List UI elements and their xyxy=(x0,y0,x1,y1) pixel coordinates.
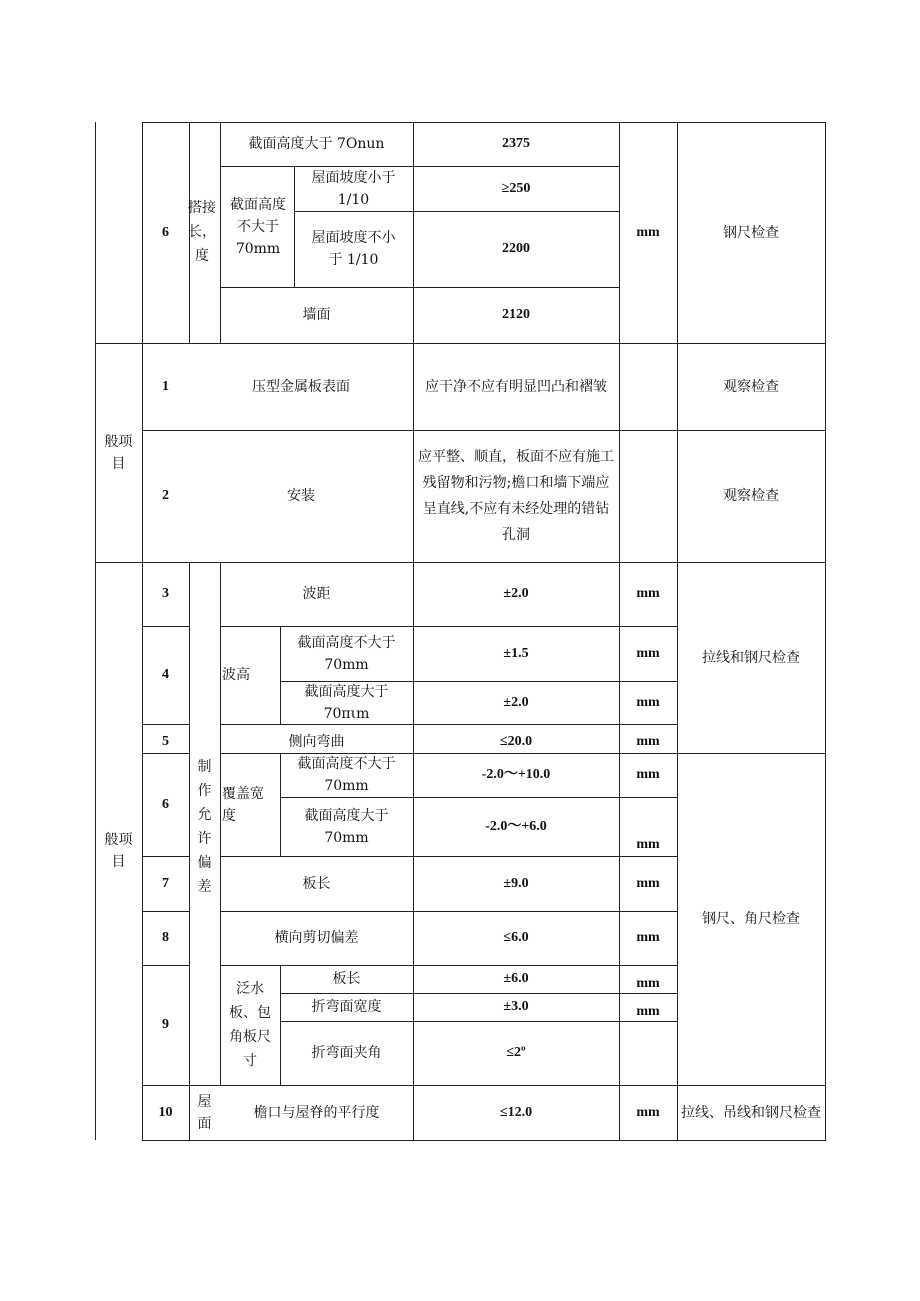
item-no: 8 xyxy=(162,930,169,945)
allowed-value: -2.0〜+10.0 xyxy=(481,767,551,782)
item-name: 波高 xyxy=(222,667,250,683)
item-no: 4 xyxy=(162,667,169,682)
unit: mm xyxy=(636,645,660,661)
allowed-value: ±9.0 xyxy=(503,875,529,891)
item-no: 2 xyxy=(162,488,169,503)
allowed-value: -2.0〜+6.0 xyxy=(485,818,547,834)
sub-item: 墙面 xyxy=(302,307,331,323)
allowed-value: ≤20.0 xyxy=(499,734,533,749)
allowed-value: 2120 xyxy=(502,307,530,322)
item-no: 1 xyxy=(162,378,169,394)
unit: mm xyxy=(636,734,660,749)
item-no: 6 xyxy=(162,796,169,812)
check-method: 钢尺检查 xyxy=(723,224,779,241)
item-name: 板长 xyxy=(302,875,331,892)
check-method: 钢尺、角尺检查 xyxy=(702,911,800,927)
category-label: 制作允许偏差 xyxy=(197,759,212,895)
unit: mm xyxy=(636,837,660,852)
requirement: 应平整、顺直，板面不应有施工残留物和污物;檐口和墙下端应呈直线,不应有未经处理的错钻孔洞 xyxy=(418,449,614,543)
allowed-value: ±2.0 xyxy=(503,694,529,710)
rule xyxy=(142,1140,826,1141)
allowed-value: 2375 xyxy=(502,136,530,151)
check-method: 观察检查 xyxy=(723,488,779,504)
unit: mm xyxy=(636,694,660,710)
check-method: 观察检查 xyxy=(723,378,779,395)
unit: mm xyxy=(636,224,660,240)
item-no: 3 xyxy=(162,586,169,601)
sub-item: 折弯面夹角 xyxy=(311,1045,382,1061)
allowed-value: ±1.5 xyxy=(503,645,529,661)
item-name: 泛水板、包角板尺寸 xyxy=(229,981,271,1069)
sub-item: 截面高度不大于70mm xyxy=(297,634,396,673)
item-name: 檐口与屋脊的平行度 xyxy=(253,1104,380,1121)
item-no: 5 xyxy=(162,734,169,749)
unit: mm xyxy=(636,875,660,891)
item-no: 7 xyxy=(162,875,169,891)
sub-item: 截面高度大于 7Onun xyxy=(248,136,385,152)
sub-item: 截面高度大于70mm xyxy=(304,807,389,846)
rule xyxy=(825,122,826,1140)
item-name: 波距 xyxy=(302,586,331,602)
allowed-value: ≤2º xyxy=(506,1045,526,1060)
group-label: 般项目 xyxy=(104,832,133,870)
requirement: 应干净不应有明显凹凸和褶皱 xyxy=(425,378,607,395)
unit: mm xyxy=(636,976,660,991)
category-label: 屋面 xyxy=(197,1093,212,1132)
sub-item: 屋面坡度小于 1/10 xyxy=(311,169,396,208)
item-name: 安装 xyxy=(287,488,315,504)
sub-item: 截面高度不大于70mm xyxy=(297,756,396,794)
allowed-value: ≤6.0 xyxy=(503,930,529,945)
item-name: 压型金属板表面 xyxy=(252,378,350,395)
check-method: 拉线和钢尺检查 xyxy=(702,649,800,666)
sub-item: 折弯面宽度 xyxy=(311,999,382,1015)
allowed-value: ±3.0 xyxy=(503,999,529,1014)
item-name: 侧向弯曲 xyxy=(288,734,345,750)
group-label: 般项目 xyxy=(104,433,133,472)
allowed-value: 2200 xyxy=(502,241,530,256)
unit: mm xyxy=(636,930,660,945)
item-name: 横向剪切偏差 xyxy=(274,930,359,946)
sub-item: 屋面坡度不小于 1/10 xyxy=(311,230,396,268)
allowed-value: ≥250 xyxy=(501,180,531,196)
unit: mm xyxy=(636,586,660,601)
sub-item-group: 截面高度不大于70mm xyxy=(230,196,286,257)
item-name: 覆盖宽度 xyxy=(222,785,264,824)
unit: mm xyxy=(636,767,660,782)
sub-item: 板长 xyxy=(332,971,361,987)
sub-item: 截面高度大于 70πιm xyxy=(304,683,389,722)
item-no: 9 xyxy=(162,1017,169,1032)
item-name: 搭接长，度 xyxy=(188,200,216,264)
allowed-value: ±2.0 xyxy=(503,586,529,601)
item-no: 6 xyxy=(162,224,169,240)
unit: mm xyxy=(636,1104,660,1120)
allowed-value: ≤12.0 xyxy=(499,1104,533,1120)
unit: mm xyxy=(636,1004,660,1019)
allowed-value: ±6.0 xyxy=(503,971,529,986)
item-no: 10 xyxy=(158,1104,173,1120)
check-method: 拉线、吊线和钢尺检查 xyxy=(681,1104,821,1121)
